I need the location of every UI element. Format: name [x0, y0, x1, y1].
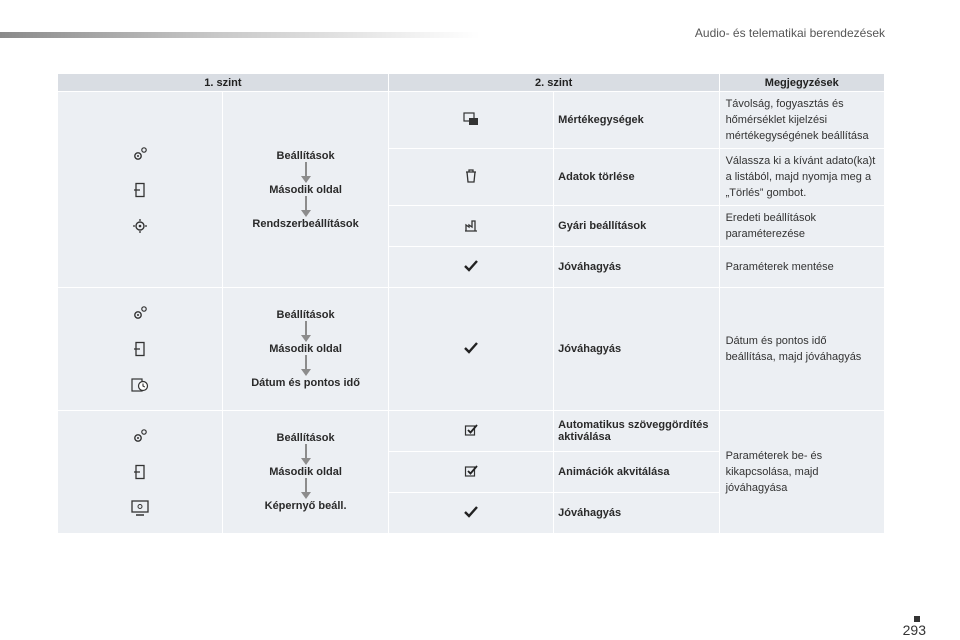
group-3-path [223, 411, 388, 534]
check-icon [388, 288, 553, 411]
header-level-2: 2. szint [388, 74, 719, 92]
row-label: Jóváhagyás [554, 288, 719, 411]
date-time-icon [131, 376, 149, 394]
page-number: 293 [902, 622, 926, 638]
arrow-down-icon [301, 355, 311, 377]
group-2-icons [58, 288, 223, 411]
table-row [58, 288, 885, 411]
arrow-down-icon [301, 196, 311, 218]
row-note: Eredeti beállítások paraméterezése [719, 206, 884, 247]
chapter-title: Audio- és telematikai berendezések [694, 26, 885, 40]
group-2-path [223, 288, 388, 411]
path-step: Képernyő beáll. [264, 500, 347, 512]
check-icon [388, 493, 553, 534]
page-icon [131, 463, 149, 481]
settings-icon [131, 304, 149, 322]
row-label: Animációk akvitálása [554, 452, 719, 493]
row-note: Dátum és pontos idő beállítása, majd jóváhagyás [719, 288, 884, 411]
row-label: Mértékegységek [554, 92, 719, 149]
group-1-path [223, 92, 388, 288]
row-label: Adatok törlése [554, 149, 719, 206]
settings-icon [131, 145, 149, 163]
system-settings-icon [131, 217, 149, 235]
path-step: Dátum és pontos idő [251, 377, 360, 389]
row-note: Paraméterek be- és kikapcsolása, majd jóváhagyása [719, 411, 884, 534]
screen-icon [131, 499, 149, 517]
settings-icon [131, 427, 149, 445]
row-label: Automatikus szöveggördítés aktiválása [554, 411, 719, 452]
arrow-down-icon [301, 162, 311, 184]
settings-table [57, 73, 885, 534]
path-step: Második oldal [269, 466, 342, 478]
arrow-down-icon [301, 444, 311, 466]
path-step: Beállítások [276, 309, 335, 321]
header-gradient-bar [0, 32, 480, 38]
row-label: Gyári beállítások [554, 206, 719, 247]
page-icon [131, 181, 149, 199]
group-3-icons [58, 411, 223, 534]
trash-icon [388, 149, 553, 206]
checkbox-icon [388, 411, 553, 452]
checkbox-icon [388, 452, 553, 493]
table-row [58, 411, 885, 452]
factory-reset-icon [388, 206, 553, 247]
page-icon [131, 340, 149, 358]
path-step: Beállítások [276, 432, 335, 444]
header-notes: Megjegyzések [719, 74, 884, 92]
path-step: Rendszerbeállítások [252, 217, 359, 230]
check-icon [388, 247, 553, 288]
header-level-1: 1. szint [58, 74, 389, 92]
table-header-row [58, 74, 885, 92]
path-step: Második oldal [269, 343, 342, 355]
row-label: Jóváhagyás [554, 247, 719, 288]
path-step: Második oldal [269, 183, 342, 196]
row-note: Válassza ki a kívánt adato(ka)t a listából, majd nyomja meg a „Törlés” gombot. [719, 149, 884, 206]
arrow-down-icon [301, 321, 311, 343]
row-note: Paraméterek mentése [719, 247, 884, 288]
arrow-down-icon [301, 478, 311, 500]
units-icon [388, 92, 553, 149]
table-row [58, 92, 885, 149]
path-step: Beállítások [276, 149, 335, 162]
row-note: Távolság, fogyasztás és hőmérséklet kijelzési mértékegységének beállítása [719, 92, 884, 149]
row-label: Jóváhagyás [554, 493, 719, 534]
group-1-icons [58, 92, 223, 288]
